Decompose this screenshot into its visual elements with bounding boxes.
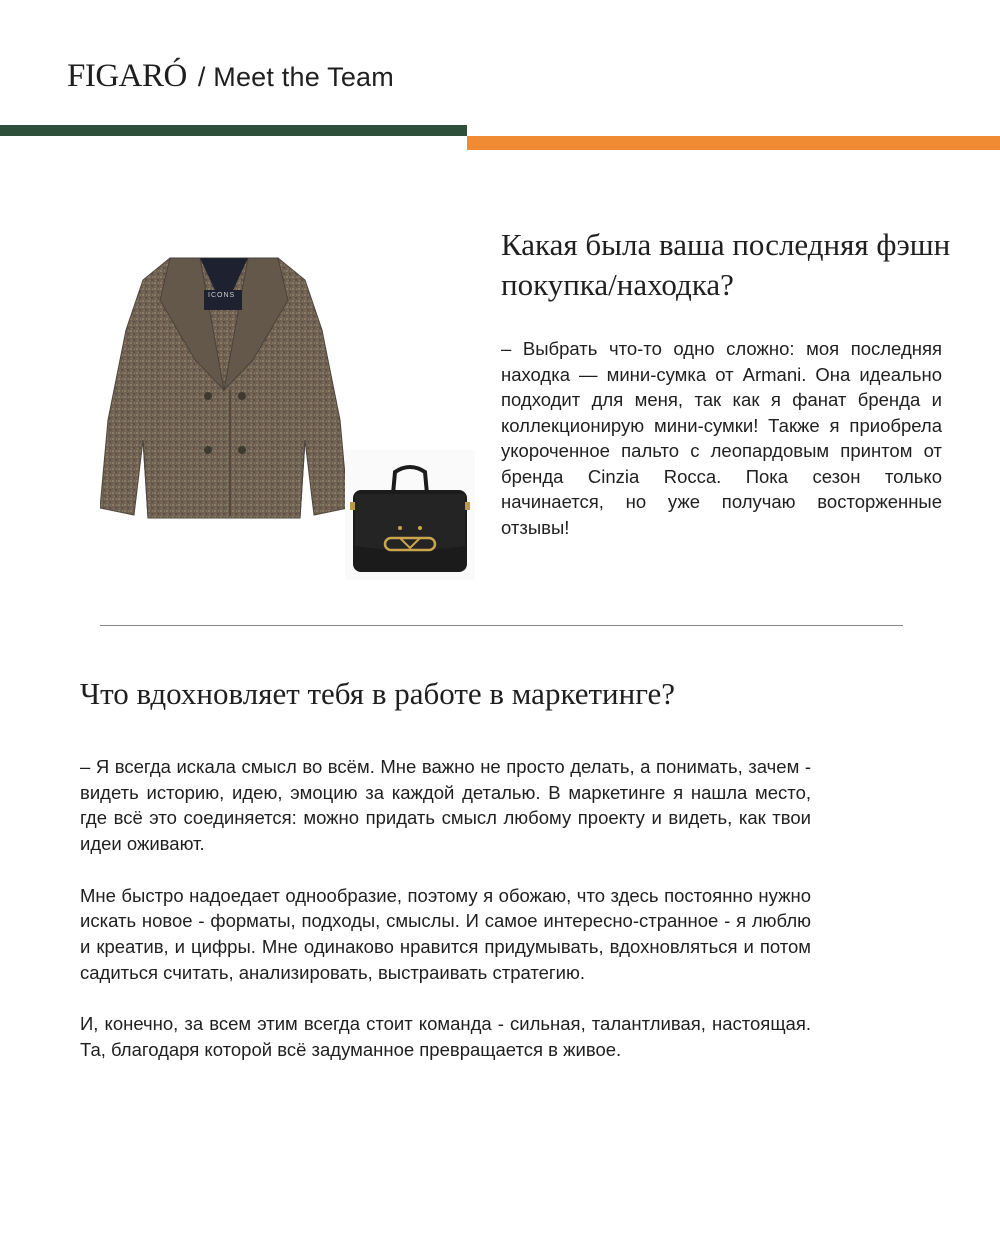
figaro-logo: FIGARÓ bbox=[67, 58, 187, 94]
bag-image-frame bbox=[345, 450, 475, 580]
product-images bbox=[100, 240, 480, 585]
answer-2-paragraph: И, конечно, за всем этим всегда стоит команда - сильная, талантливая, настоящая. Та, благодаря которой всё задуманное превращается в живое. bbox=[80, 1013, 811, 1060]
answer-2-paragraph: Мне быстро надоедает однообразие, поэтому я обожаю, что здесь постоянно нужно искать новое - форматы, подходы, смыслы. И самое интересно-странное - я люблю и креатив, и цифры. Мне одинаково нравится придумывать, вдохновляться и потом садиться считать, анализировать, выстраивать стратегию. bbox=[80, 884, 811, 983]
handbag-image bbox=[345, 450, 475, 580]
breadcrumb: / Meet the Team bbox=[197, 62, 394, 92]
header bbox=[67, 58, 394, 98]
green-accent-bar bbox=[0, 125, 467, 136]
answer-2-text bbox=[80, 754, 811, 1088]
question-1-heading: Какая была ваша последняя фэшн покупка/находка? bbox=[501, 227, 951, 302]
coat-image bbox=[100, 240, 348, 522]
answer-1-text: – Выбрать что-то одно сложно: моя последняя находка — мини-сумка от Armani. Она идеально подходит для меня, так как я фанат бренда и коллекционирую мини-сумки! Также я приобрела укороченное пальто с леопардовым принтом от бренда Cinzia Rocca. Пока сезон только начинается, но уже получаю восторженные отзывы! bbox=[501, 338, 942, 538]
section-divider bbox=[100, 625, 903, 626]
coat-label: ICONS bbox=[208, 292, 236, 299]
answer-2-paragraph: – Я всегда искала смысл во всём. Мне важно не просто делать, а понимать, зачем - видеть историю, идею, эмоцию за каждой деталью. В маркетинге я нашла место, где всё это соединяется: можно придать смысл любому проекту и видеть, как твои идеи оживают. bbox=[80, 756, 811, 855]
orange-accent-bar bbox=[467, 136, 1000, 150]
question-2-heading: Что вдохновляет тебя в работе в маркетинге? bbox=[80, 676, 676, 711]
